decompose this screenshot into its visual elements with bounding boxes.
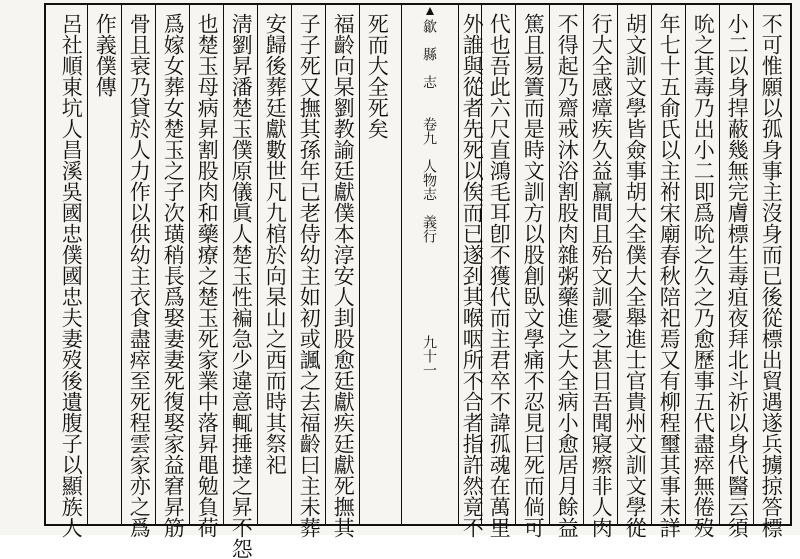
column-rule	[155, 5, 156, 524]
left-column-8: 骨且衰乃貸於人力作以供幼主衣食盡瘁至死程雲家亦之爲	[127, 13, 152, 538]
chapter-label: 卷九 人物志 義行	[421, 117, 437, 243]
right-column-7: 不得起乃齋戒沐浴割股肉雜粥藥進之大全病小愈居月餘益	[555, 13, 580, 538]
column-rule	[549, 5, 550, 524]
column-rule	[617, 5, 618, 524]
column-rule	[685, 5, 686, 524]
column-rule	[583, 5, 584, 524]
column-rule	[651, 5, 652, 524]
left-column-9: 作義僕傳	[93, 13, 118, 97]
left-column-3: 子子死又撫其孫年已老侍幼主如初或諷之去福齡曰主未葬	[297, 13, 322, 538]
right-column-5: 胡文訓文學皆僉事胡大全僕大全舉進士官貴州文訓文學從	[623, 13, 648, 538]
right-column-6: 行大全感瘴疾久益羸間且殆文訓憂之甚日吾聞寢瘵非人肉	[589, 13, 614, 538]
column-rule	[515, 5, 516, 524]
right-column-1: 不可惟願以孤身事主沒身而已後從標出貿遇遂兵擄掠答標	[759, 13, 784, 538]
text-frame	[44, 3, 792, 559]
left-column-6: 也楚玉母病昇割股肉和藥療之楚玉死家業中落昇黽勉負荷	[195, 13, 220, 538]
column-rule	[257, 5, 258, 524]
column-rule	[87, 5, 88, 524]
column-rule	[189, 5, 190, 524]
left-column-4: 安歸後葬廷獻數世凡九棺於向杲山之西而時其祭祀	[263, 13, 288, 475]
column-rule	[753, 5, 754, 524]
column-rule	[359, 5, 360, 524]
left-column-10: 呂社順東坑人昌溪吳國忠僕國忠夫妻歿後遺腹子以顯族人	[59, 13, 84, 538]
right-column-2: 小二以身捍蔽幾無完膚標生毒疽夜拜北斗祈以身代醫云須	[725, 13, 750, 538]
column-rule	[291, 5, 292, 524]
column-rule	[719, 5, 720, 524]
folio-number: 九十一	[421, 335, 437, 377]
column-rule	[121, 5, 122, 524]
right-column-3: 吮之其毒乃出小二即爲吮之久之乃愈歷事五代盡瘁無倦歿	[691, 13, 716, 538]
book-title: 歙 縣 志	[421, 19, 437, 89]
left-column-1: 死而大全死矣	[365, 13, 390, 139]
right-column-10: 外誰與從者先死以俟而已遂刭其喉咽所不合者指許然竟不	[460, 13, 485, 538]
right-column-8: 篤且易簀而是時文訓方以股創臥文學痛不忍見曰死而倘可	[521, 13, 546, 538]
left-column-7: 爲嫁女葬女楚玉之子次璜稍長爲娶妻妻死復娶家益窘昇筋	[161, 13, 186, 538]
fish-tail-mark-top	[405, 5, 455, 19]
right-column-9: 代也吾此六尺直鴻毛耳卽不獲代而主君卒不諱孤魂在萬里	[487, 13, 512, 538]
left-column-2: 福齡向杲劉教諭廷獻僕本淳安人刲股愈廷獻疾廷獻死撫其	[331, 13, 356, 538]
center-fold	[401, 5, 459, 524]
column-rule	[325, 5, 326, 524]
left-column-5: 淸劉昇潘楚玉僕原儀眞人楚玉性褊急少違意輒捶撻之昇不怨	[229, 13, 254, 559]
column-rule	[223, 5, 224, 524]
right-column-4: 年七十五俞氏以主祔宋廟春秋陪祀焉又有柳程璽其事未詳	[657, 13, 682, 538]
